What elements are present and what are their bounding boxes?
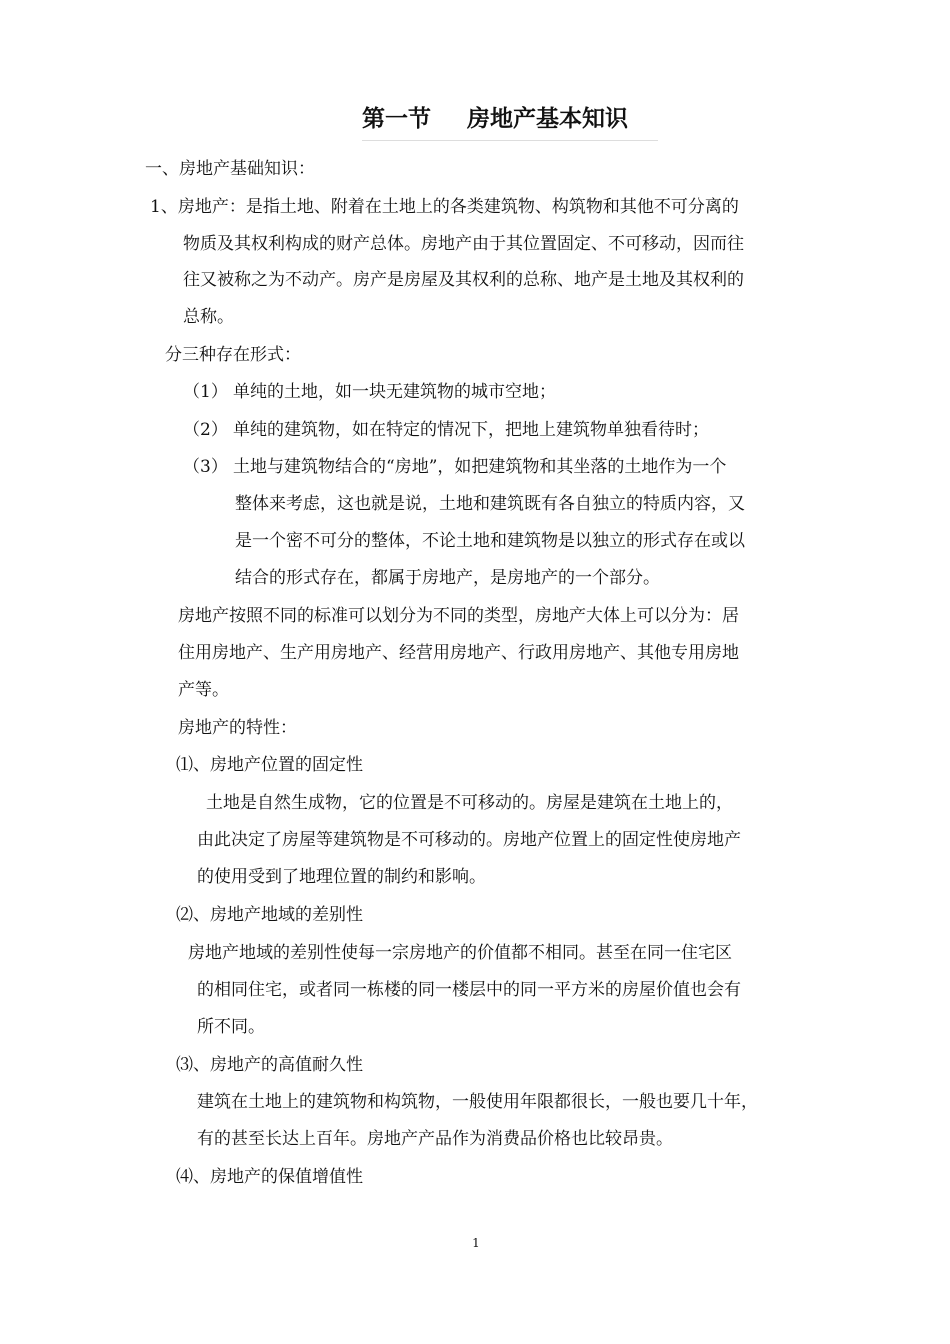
title-chapter: 第一节 [362,106,431,132]
form-item-continuation: 整体来考虑，这也就是说，土地和建筑既有各自独立的特质内容，又 [235,494,745,514]
form-item-text: 土地与建筑物结合的“房地”，如把建筑物和其坐落的土地作为一个 [233,457,727,477]
trait-line: 由此决定了房屋等建筑物是不可移动的。房地产位置上的固定性使房地产 [197,830,741,850]
form-item [183,380,556,404]
form-item-continuation: 结合的形式存在，都属于房地产，是房地产的一个部分。 [235,568,660,588]
form-item-continuation: 是一个密不可分的整体，不论土地和建筑物是以独立的形式存在或以 [235,531,745,551]
trait-line: 有的甚至长达上百年。房地产产品作为消费品价格也比较昂贵。 [197,1129,673,1149]
definition-line: 物质及其权利构成的财产总体。房地产由于其位置固定、不可移动，因而往 [183,234,744,254]
trait-heading: ⑵、房地产地域的差别性 [176,905,363,925]
trait-line: 所不同。 [197,1017,265,1037]
trait-heading: ⑴、房地产位置的固定性 [176,755,363,775]
form-item-number: （1） [183,382,228,402]
form-item [183,418,709,442]
trait-line: 土地是自然生成物，它的位置是不可移动的。房屋是建筑在土地上的， [206,793,733,813]
form-item-text: 单纯的土地，如一块无建筑物的城市空地； [233,382,556,402]
types-paragraph-line: 房地产按照不同的标准可以划分为不同的类型，房地产大体上可以分为：居 [178,606,739,626]
section-heading: 一、房地产基础知识： [145,159,315,179]
definition-line: 往又被称之为不动产。房产是房屋及其权利的总称、地产是土地及其权利的 [183,270,744,290]
form-item [183,455,726,479]
page-title [362,100,658,141]
form-item-text: 单纯的建筑物，如在特定的情况下，把地上建筑物单独看待时； [233,420,709,440]
traits-heading: 房地产的特性： [178,718,297,738]
trait-line: 房地产地域的差别性使每一宗房地产的价值都不相同。甚至在同一住宅区 [188,943,732,963]
page-number: 1 [472,1236,480,1250]
definition-line: 总称。 [183,307,234,327]
title-name: 房地产基本知识 [467,106,628,132]
trait-line: 的相同住宅，或者同一栋楼的同一楼层中的同一平方米的房屋价值也会有 [197,980,741,1000]
types-paragraph-line: 产等。 [178,680,229,700]
trait-line: 建筑在土地上的建筑物和构筑物，一般使用年限都很长，一般也要几十年， [197,1092,758,1112]
trait-heading: ⑷、房地产的保值增值性 [176,1167,363,1187]
trait-heading: ⑶、房地产的高值耐久性 [176,1055,363,1075]
definition-label: 1、房地产：是指土地、附着在土地上的各类建筑物、构筑物和其他不可分离的 [150,197,739,217]
types-paragraph-line: 住用房地产、生产用房地产、经营用房地产、行政用房地产、其他专用房地 [178,643,739,663]
form-item-number: （3） [183,457,228,477]
form-item-number: （2） [183,420,228,440]
forms-heading: 分三种存在形式： [165,345,301,365]
trait-line: 的使用受到了地理位置的制约和影响。 [197,867,486,887]
